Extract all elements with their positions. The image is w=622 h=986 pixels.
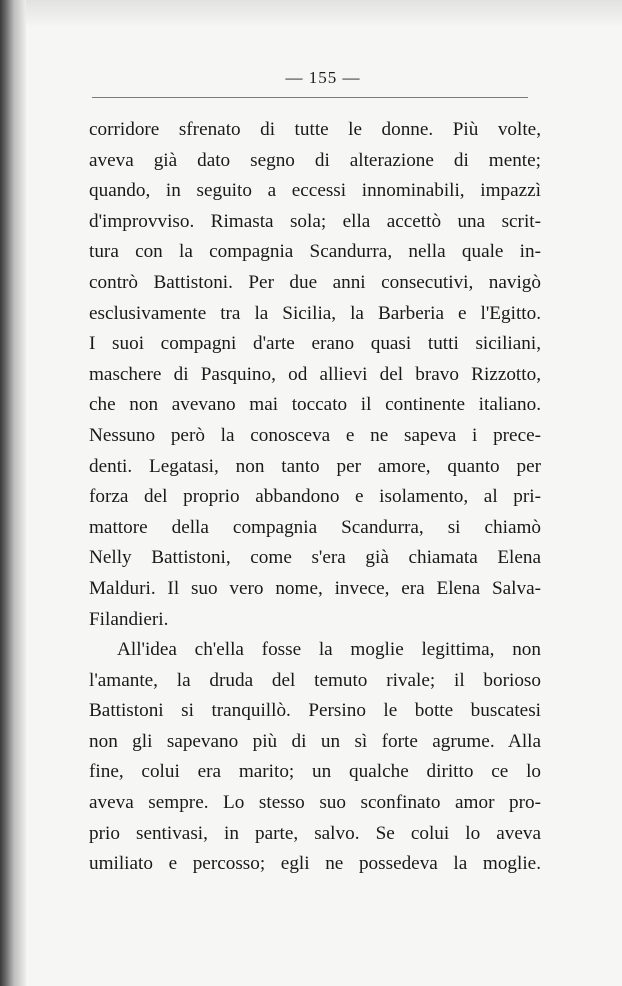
text-line: fine, colui era marito; un qualche diritto ce lo — [89, 761, 541, 783]
text-line: denti. Legatasi, non tanto per amore, quanto per — [89, 455, 541, 477]
text-line: d'improvviso. Rimasta sola; ella accettò una scrit- — [89, 210, 541, 232]
text-line: Nelly Battistoni, come s'era già chiamata Elena — [89, 547, 541, 569]
text-line: esclusivamente tra la Sicilia, la Barberia e l'Egitto. — [89, 302, 541, 324]
text-line: prio sentivasi, in parte, salvo. Se colui lo aveva — [89, 822, 541, 844]
text-line: All'idea ch'ella fosse la moglie legittima, non — [117, 639, 541, 661]
text-line: l'amante, la druda del temuto rivale; il borioso — [89, 669, 541, 691]
body-text — [89, 115, 541, 880]
text-line: Nessuno però la conosceva e ne sapeva i prece- — [89, 424, 541, 446]
text-line: umiliato e percosso; egli ne possedeva la moglie. — [89, 853, 541, 875]
text-line: forza del proprio abbandono e isolamento, al pri- — [89, 486, 541, 508]
text-line: Malduri. Il suo vero nome, invece, era Elena Salva- — [89, 577, 541, 599]
page-top-edge — [26, 0, 622, 28]
book-spine-shadow — [0, 0, 26, 986]
text-line: che non avevano mai toccato il continente italiano. — [89, 394, 541, 416]
text-line: contrò Battistoni. Per due anni consecutivi, navigò — [89, 271, 541, 293]
text-line: corridore sfrenato di tutte le donne. Più volte, — [89, 119, 541, 140]
text-line: Filandieri. — [89, 608, 169, 630]
text-line: Battistoni si tranquillò. Persino le botte buscatesi — [89, 700, 541, 722]
text-line: tura con la compagnia Scandurra, nella quale in- — [89, 241, 541, 263]
header-rule — [92, 97, 528, 98]
text-line: maschere di Pasquino, od allievi del bravo Rizzotto, — [89, 363, 541, 385]
text-line: aveva già dato segno di alterazione di mente; — [89, 149, 541, 171]
text-line: non gli sapevano più di un sì forte agrume. Alla — [89, 730, 541, 752]
text-line: aveva sempre. Lo stesso suo sconfinato amor pro- — [89, 792, 541, 814]
text-line: quando, in seguito a eccessi innominabili, impazzì — [89, 180, 541, 202]
text-line: I suoi compagni d'arte erano quasi tutti siciliani, — [89, 333, 541, 355]
page-number: — 155 — — [285, 68, 361, 87]
text-line: mattore della compagnia Scandurra, si chiamò — [89, 516, 541, 538]
